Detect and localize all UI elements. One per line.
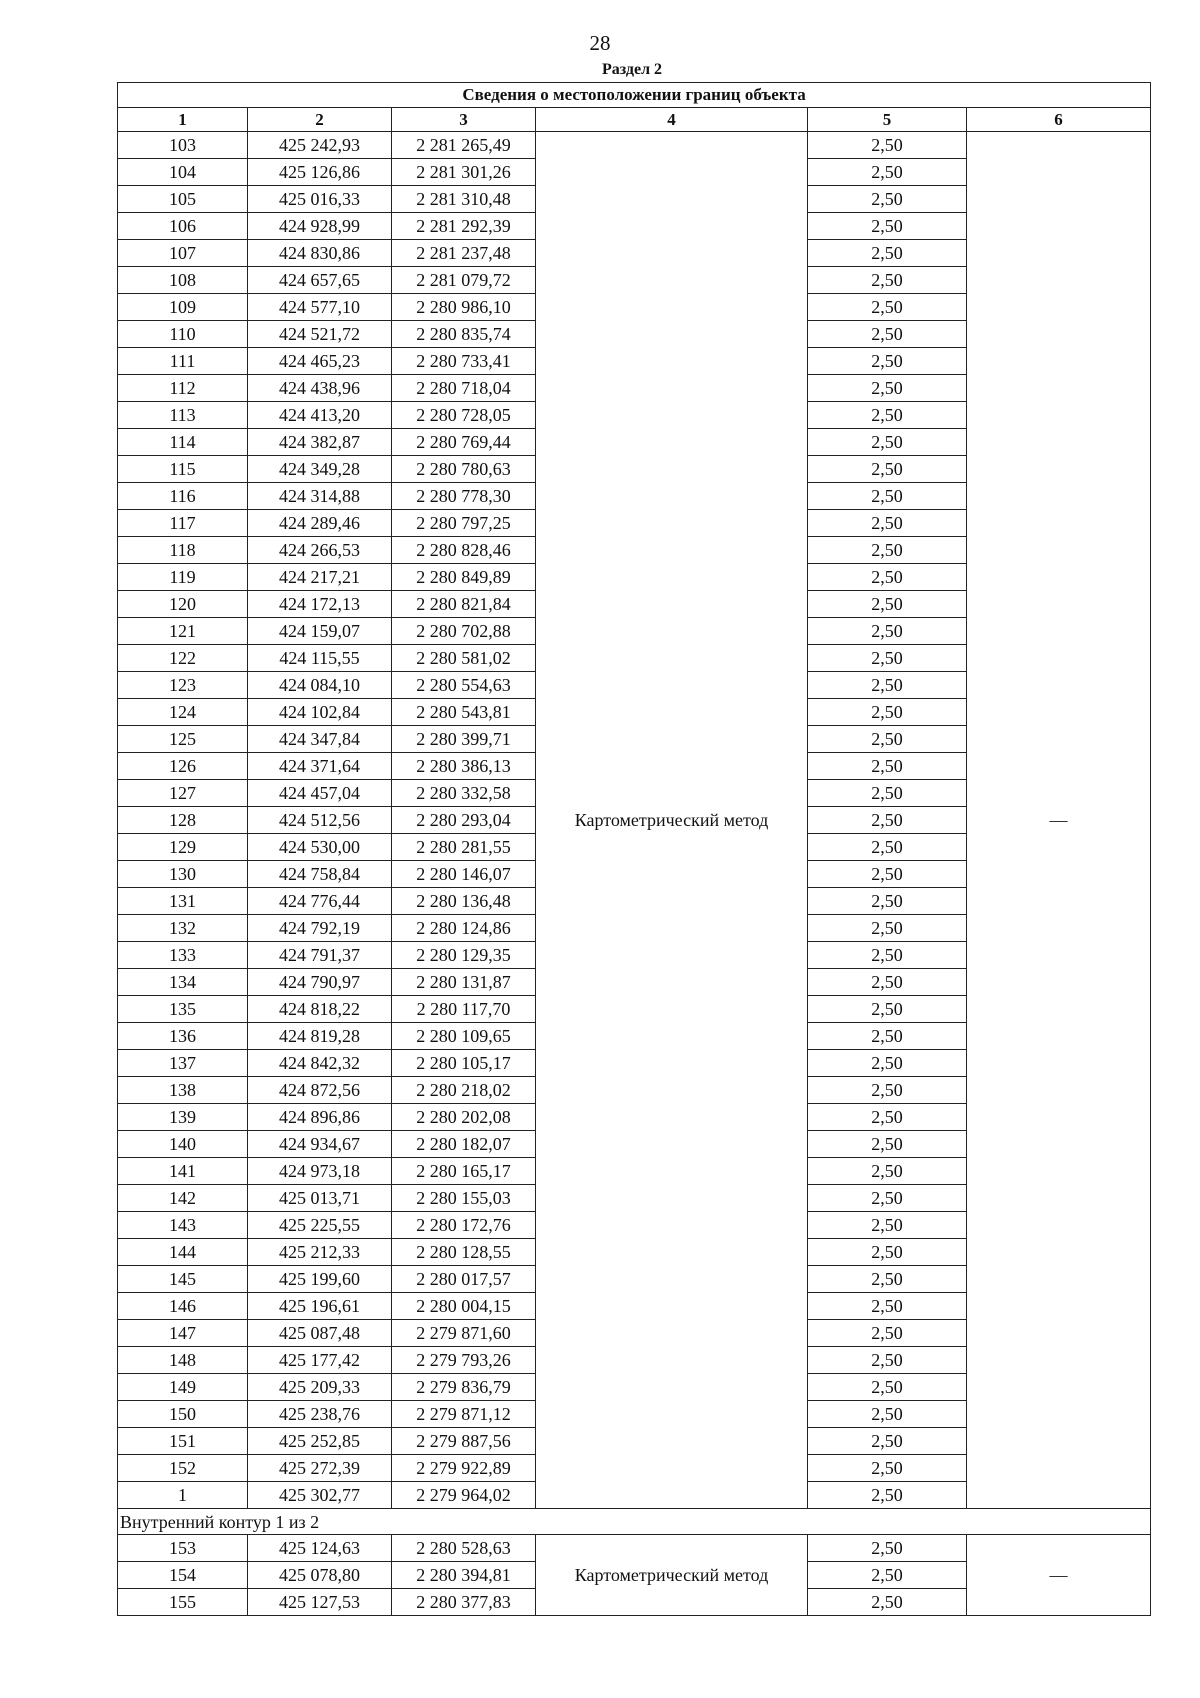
point-number-cell: 149: [118, 1374, 248, 1401]
coordinate-y-cell: 2 280 986,10: [392, 294, 536, 321]
accuracy-cell: 2,50: [808, 483, 967, 510]
coordinate-y-cell: 2 280 146,07: [392, 861, 536, 888]
accuracy-cell: 2,50: [808, 1023, 967, 1050]
table-caption: Сведения о местоположении границ объекта: [118, 83, 1151, 108]
column-number: 3: [392, 108, 536, 132]
coordinate-x-cell: 424 842,32: [248, 1050, 392, 1077]
accuracy-cell: 2,50: [808, 591, 967, 618]
coordinate-y-cell: 2 280 728,05: [392, 402, 536, 429]
coordinate-x-cell: 425 272,39: [248, 1455, 392, 1482]
accuracy-cell: 2,50: [808, 240, 967, 267]
point-number-cell: 105: [118, 186, 248, 213]
coordinate-x-cell: 424 872,56: [248, 1077, 392, 1104]
coordinate-x-cell: 424 438,96: [248, 375, 392, 402]
accuracy-cell: 2,50: [808, 1428, 967, 1455]
coordinate-y-cell: 2 280 702,88: [392, 618, 536, 645]
coordinate-y-cell: 2 280 004,15: [392, 1293, 536, 1320]
accuracy-cell: 2,50: [808, 1482, 967, 1509]
contour-label: Внутренний контур 1 из 2: [118, 1509, 1151, 1535]
coordinate-y-cell: 2 280 554,63: [392, 672, 536, 699]
point-number-cell: 128: [118, 807, 248, 834]
coordinate-x-cell: 424 819,28: [248, 1023, 392, 1050]
coordinate-y-cell: 2 280 136,48: [392, 888, 536, 915]
point-number-cell: 147: [118, 1320, 248, 1347]
coordinate-y-cell: 2 280 165,17: [392, 1158, 536, 1185]
point-number-cell: 121: [118, 618, 248, 645]
coordinate-x-cell: 424 928,99: [248, 213, 392, 240]
point-number-cell: 136: [118, 1023, 248, 1050]
column-number: 6: [967, 108, 1151, 132]
point-number-cell: 133: [118, 942, 248, 969]
point-number-cell: 127: [118, 780, 248, 807]
coordinate-y-cell: 2 280 124,86: [392, 915, 536, 942]
coordinate-y-cell: 2 280 017,57: [392, 1266, 536, 1293]
accuracy-cell: 2,50: [808, 1239, 967, 1266]
point-number-cell: 116: [118, 483, 248, 510]
accuracy-cell: 2,50: [808, 348, 967, 375]
coordinate-x-cell: 424 102,84: [248, 699, 392, 726]
point-number-cell: 120: [118, 591, 248, 618]
method-cell: Картометрический метод: [536, 132, 808, 1509]
coordinate-x-cell: 424 457,04: [248, 780, 392, 807]
coordinate-y-cell: 2 280 105,17: [392, 1050, 536, 1077]
coordinate-x-cell: 424 314,88: [248, 483, 392, 510]
coordinate-x-cell: 424 217,21: [248, 564, 392, 591]
point-number-cell: 123: [118, 672, 248, 699]
coordinate-y-cell: 2 280 109,65: [392, 1023, 536, 1050]
point-number-cell: 122: [118, 645, 248, 672]
coordinate-x-cell: 424 465,23: [248, 348, 392, 375]
accuracy-cell: 2,50: [808, 618, 967, 645]
point-number-cell: 152: [118, 1455, 248, 1482]
accuracy-cell: 2,50: [808, 213, 967, 240]
coordinate-y-cell: 2 280 769,44: [392, 429, 536, 456]
coordinate-x-cell: 424 521,72: [248, 321, 392, 348]
coordinate-x-cell: 424 172,13: [248, 591, 392, 618]
accuracy-cell: 2,50: [808, 645, 967, 672]
coordinate-y-cell: 2 280 182,07: [392, 1131, 536, 1158]
coordinate-y-cell: 2 281 265,49: [392, 132, 536, 159]
coordinate-y-cell: 2 279 871,12: [392, 1401, 536, 1428]
coordinate-x-cell: 425 126,86: [248, 159, 392, 186]
coordinate-y-cell: 2 280 543,81: [392, 699, 536, 726]
accuracy-cell: 2,50: [808, 1212, 967, 1239]
accuracy-cell: 2,50: [808, 1589, 967, 1616]
table-row: [118, 1535, 1151, 1562]
point-number-cell: 143: [118, 1212, 248, 1239]
point-number-cell: 115: [118, 456, 248, 483]
accuracy-cell: 2,50: [808, 1455, 967, 1482]
coordinate-x-cell: 425 177,42: [248, 1347, 392, 1374]
point-number-cell: 126: [118, 753, 248, 780]
accuracy-cell: 2,50: [808, 159, 967, 186]
coordinate-x-cell: 424 791,37: [248, 942, 392, 969]
point-number-cell: 124: [118, 699, 248, 726]
coordinate-x-cell: 424 413,20: [248, 402, 392, 429]
point-number-cell: 151: [118, 1428, 248, 1455]
column-number-row: [118, 108, 1151, 132]
accuracy-cell: 2,50: [808, 1374, 967, 1401]
point-number-cell: 111: [118, 348, 248, 375]
point-number-cell: 140: [118, 1131, 248, 1158]
point-number-cell: 110: [118, 321, 248, 348]
coordinate-x-cell: 424 896,86: [248, 1104, 392, 1131]
point-number-cell: 109: [118, 294, 248, 321]
accuracy-cell: 2,50: [808, 1562, 967, 1589]
accuracy-cell: 2,50: [808, 375, 967, 402]
coordinate-x-cell: 424 818,22: [248, 996, 392, 1023]
coordinate-x-cell: 425 199,60: [248, 1266, 392, 1293]
coordinate-x-cell: 424 530,00: [248, 834, 392, 861]
method-cell: Картометрический метод: [536, 1535, 808, 1616]
accuracy-cell: 2,50: [808, 996, 967, 1023]
point-number-cell: 129: [118, 834, 248, 861]
coordinate-x-cell: 424 084,10: [248, 672, 392, 699]
accuracy-cell: 2,50: [808, 1104, 967, 1131]
accuracy-cell: 2,50: [808, 699, 967, 726]
coordinate-y-cell: 2 281 237,48: [392, 240, 536, 267]
accuracy-cell: 2,50: [808, 1293, 967, 1320]
coordinate-x-cell: 425 238,76: [248, 1401, 392, 1428]
coordinate-y-cell: 2 280 528,63: [392, 1535, 536, 1562]
column-number: 2: [248, 108, 392, 132]
coordinate-y-cell: 2 281 301,26: [392, 159, 536, 186]
accuracy-cell: 2,50: [808, 969, 967, 996]
point-number-cell: 125: [118, 726, 248, 753]
point-number-cell: 144: [118, 1239, 248, 1266]
point-number-cell: 155: [118, 1589, 248, 1616]
page-number: 28: [589, 31, 611, 55]
accuracy-cell: 2,50: [808, 915, 967, 942]
point-number-cell: 132: [118, 915, 248, 942]
coordinate-x-cell: 424 934,67: [248, 1131, 392, 1158]
coordinate-x-cell: 424 371,64: [248, 753, 392, 780]
coordinate-x-cell: 425 087,48: [248, 1320, 392, 1347]
coordinate-y-cell: 2 280 202,08: [392, 1104, 536, 1131]
point-number-cell: 154: [118, 1562, 248, 1589]
coordinate-x-cell: 425 302,77: [248, 1482, 392, 1509]
coordinate-y-cell: 2 280 293,04: [392, 807, 536, 834]
column-number: 1: [118, 108, 248, 132]
coordinate-x-cell: 424 159,07: [248, 618, 392, 645]
accuracy-cell: 2,50: [808, 1131, 967, 1158]
coordinate-y-cell: 2 279 887,56: [392, 1428, 536, 1455]
coordinate-y-cell: 2 280 394,81: [392, 1562, 536, 1589]
coordinate-x-cell: 425 242,93: [248, 132, 392, 159]
coordinate-x-cell: 424 347,84: [248, 726, 392, 753]
coordinate-x-cell: 425 225,55: [248, 1212, 392, 1239]
point-number-cell: 135: [118, 996, 248, 1023]
coordinate-y-cell: 2 280 849,89: [392, 564, 536, 591]
coordinate-y-cell: 2 281 079,72: [392, 267, 536, 294]
column-number: 5: [808, 108, 967, 132]
accuracy-cell: 2,50: [808, 672, 967, 699]
coordinate-y-cell: 2 279 793,26: [392, 1347, 536, 1374]
coordinate-y-cell: 2 279 922,89: [392, 1455, 536, 1482]
point-number-cell: 1: [118, 1482, 248, 1509]
coordinate-x-cell: 425 078,80: [248, 1562, 392, 1589]
coordinate-x-cell: 424 577,10: [248, 294, 392, 321]
coordinate-y-cell: 2 279 871,60: [392, 1320, 536, 1347]
coordinate-x-cell: 424 289,46: [248, 510, 392, 537]
coordinate-y-cell: 2 280 581,02: [392, 645, 536, 672]
table-caption-row: [118, 83, 1151, 108]
table-row: [118, 132, 1151, 159]
coordinate-x-cell: 424 758,84: [248, 861, 392, 888]
accuracy-cell: 2,50: [808, 186, 967, 213]
contour-label-row: [118, 1509, 1151, 1535]
coordinate-y-cell: 2 280 386,13: [392, 753, 536, 780]
accuracy-cell: 2,50: [808, 780, 967, 807]
accuracy-cell: 2,50: [808, 861, 967, 888]
accuracy-cell: 2,50: [808, 1185, 967, 1212]
coordinate-y-cell: 2 280 733,41: [392, 348, 536, 375]
coordinate-x-cell: 424 830,86: [248, 240, 392, 267]
point-number-cell: 108: [118, 267, 248, 294]
point-number-cell: 150: [118, 1401, 248, 1428]
accuracy-cell: 2,50: [808, 267, 967, 294]
coordinate-x-cell: 424 115,55: [248, 645, 392, 672]
point-number-cell: 117: [118, 510, 248, 537]
point-number-cell: 141: [118, 1158, 248, 1185]
point-number-cell: 107: [118, 240, 248, 267]
accuracy-cell: 2,50: [808, 726, 967, 753]
coordinate-y-cell: 2 279 964,02: [392, 1482, 536, 1509]
coordinate-y-cell: 2 280 117,70: [392, 996, 536, 1023]
coordinate-x-cell: 424 790,97: [248, 969, 392, 996]
point-number-cell: 139: [118, 1104, 248, 1131]
coordinate-y-cell: 2 279 836,79: [392, 1374, 536, 1401]
coordinate-x-cell: 425 196,61: [248, 1293, 392, 1320]
coordinate-y-cell: 2 280 218,02: [392, 1077, 536, 1104]
coordinate-x-cell: 425 016,33: [248, 186, 392, 213]
point-number-cell: 142: [118, 1185, 248, 1212]
point-number-cell: 106: [118, 213, 248, 240]
coordinate-y-cell: 2 280 377,83: [392, 1589, 536, 1616]
coordinate-x-cell: 424 792,19: [248, 915, 392, 942]
accuracy-cell: 2,50: [808, 1347, 967, 1374]
accuracy-cell: 2,50: [808, 132, 967, 159]
accuracy-cell: 2,50: [808, 753, 967, 780]
coordinate-y-cell: 2 280 128,55: [392, 1239, 536, 1266]
point-number-cell: 103: [118, 132, 248, 159]
coordinate-y-cell: 2 280 399,71: [392, 726, 536, 753]
coordinate-x-cell: 424 382,87: [248, 429, 392, 456]
accuracy-cell: 2,50: [808, 294, 967, 321]
accuracy-cell: 2,50: [808, 456, 967, 483]
point-number-cell: 145: [118, 1266, 248, 1293]
coordinate-y-cell: 2 280 332,58: [392, 780, 536, 807]
coordinate-x-cell: 424 973,18: [248, 1158, 392, 1185]
accuracy-cell: 2,50: [808, 564, 967, 591]
column-number: 4: [536, 108, 808, 132]
coordinate-y-cell: 2 281 292,39: [392, 213, 536, 240]
coordinate-x-cell: 425 013,71: [248, 1185, 392, 1212]
coordinate-x-cell: 425 124,63: [248, 1535, 392, 1562]
coordinate-x-cell: 425 212,33: [248, 1239, 392, 1266]
note-cell: —: [967, 1535, 1151, 1616]
point-number-cell: 137: [118, 1050, 248, 1077]
section-title: Раздел 2: [601, 61, 663, 78]
point-number-cell: 119: [118, 564, 248, 591]
accuracy-cell: 2,50: [808, 429, 967, 456]
point-number-cell: 134: [118, 969, 248, 996]
coordinate-x-cell: 425 127,53: [248, 1589, 392, 1616]
point-number-cell: 112: [118, 375, 248, 402]
coordinate-y-cell: 2 280 172,76: [392, 1212, 536, 1239]
note-cell: —: [967, 132, 1151, 1509]
coordinate-y-cell: 2 280 835,74: [392, 321, 536, 348]
accuracy-cell: 2,50: [808, 1158, 967, 1185]
coordinate-y-cell: 2 280 828,46: [392, 537, 536, 564]
accuracy-cell: 2,50: [808, 1535, 967, 1562]
coordinate-y-cell: 2 280 778,30: [392, 483, 536, 510]
coordinate-y-cell: 2 280 155,03: [392, 1185, 536, 1212]
boundary-coordinates-table: [117, 82, 1151, 1616]
accuracy-cell: 2,50: [808, 402, 967, 429]
point-number-cell: 118: [118, 537, 248, 564]
accuracy-cell: 2,50: [808, 510, 967, 537]
point-number-cell: 131: [118, 888, 248, 915]
accuracy-cell: 2,50: [808, 1320, 967, 1347]
coordinate-y-cell: 2 280 281,55: [392, 834, 536, 861]
table-body: [118, 132, 1151, 1616]
accuracy-cell: 2,50: [808, 942, 967, 969]
point-number-cell: 130: [118, 861, 248, 888]
point-number-cell: 138: [118, 1077, 248, 1104]
accuracy-cell: 2,50: [808, 321, 967, 348]
accuracy-cell: 2,50: [808, 537, 967, 564]
coordinate-y-cell: 2 280 821,84: [392, 591, 536, 618]
point-number-cell: 113: [118, 402, 248, 429]
coordinate-y-cell: 2 280 797,25: [392, 510, 536, 537]
point-number-cell: 148: [118, 1347, 248, 1374]
accuracy-cell: 2,50: [808, 807, 967, 834]
accuracy-cell: 2,50: [808, 834, 967, 861]
accuracy-cell: 2,50: [808, 1077, 967, 1104]
coordinate-y-cell: 2 280 718,04: [392, 375, 536, 402]
coordinate-x-cell: 424 349,28: [248, 456, 392, 483]
point-number-cell: 153: [118, 1535, 248, 1562]
coordinate-x-cell: 425 209,33: [248, 1374, 392, 1401]
coordinate-y-cell: 2 280 131,87: [392, 969, 536, 996]
coordinate-x-cell: 424 266,53: [248, 537, 392, 564]
point-number-cell: 104: [118, 159, 248, 186]
point-number-cell: 114: [118, 429, 248, 456]
accuracy-cell: 2,50: [808, 1401, 967, 1428]
coordinate-y-cell: 2 280 129,35: [392, 942, 536, 969]
accuracy-cell: 2,50: [808, 1050, 967, 1077]
coordinate-y-cell: 2 281 310,48: [392, 186, 536, 213]
accuracy-cell: 2,50: [808, 888, 967, 915]
coordinate-x-cell: 424 776,44: [248, 888, 392, 915]
point-number-cell: 146: [118, 1293, 248, 1320]
accuracy-cell: 2,50: [808, 1266, 967, 1293]
coordinate-x-cell: 425 252,85: [248, 1428, 392, 1455]
coordinate-y-cell: 2 280 780,63: [392, 456, 536, 483]
coordinate-x-cell: 424 512,56: [248, 807, 392, 834]
coordinate-x-cell: 424 657,65: [248, 267, 392, 294]
